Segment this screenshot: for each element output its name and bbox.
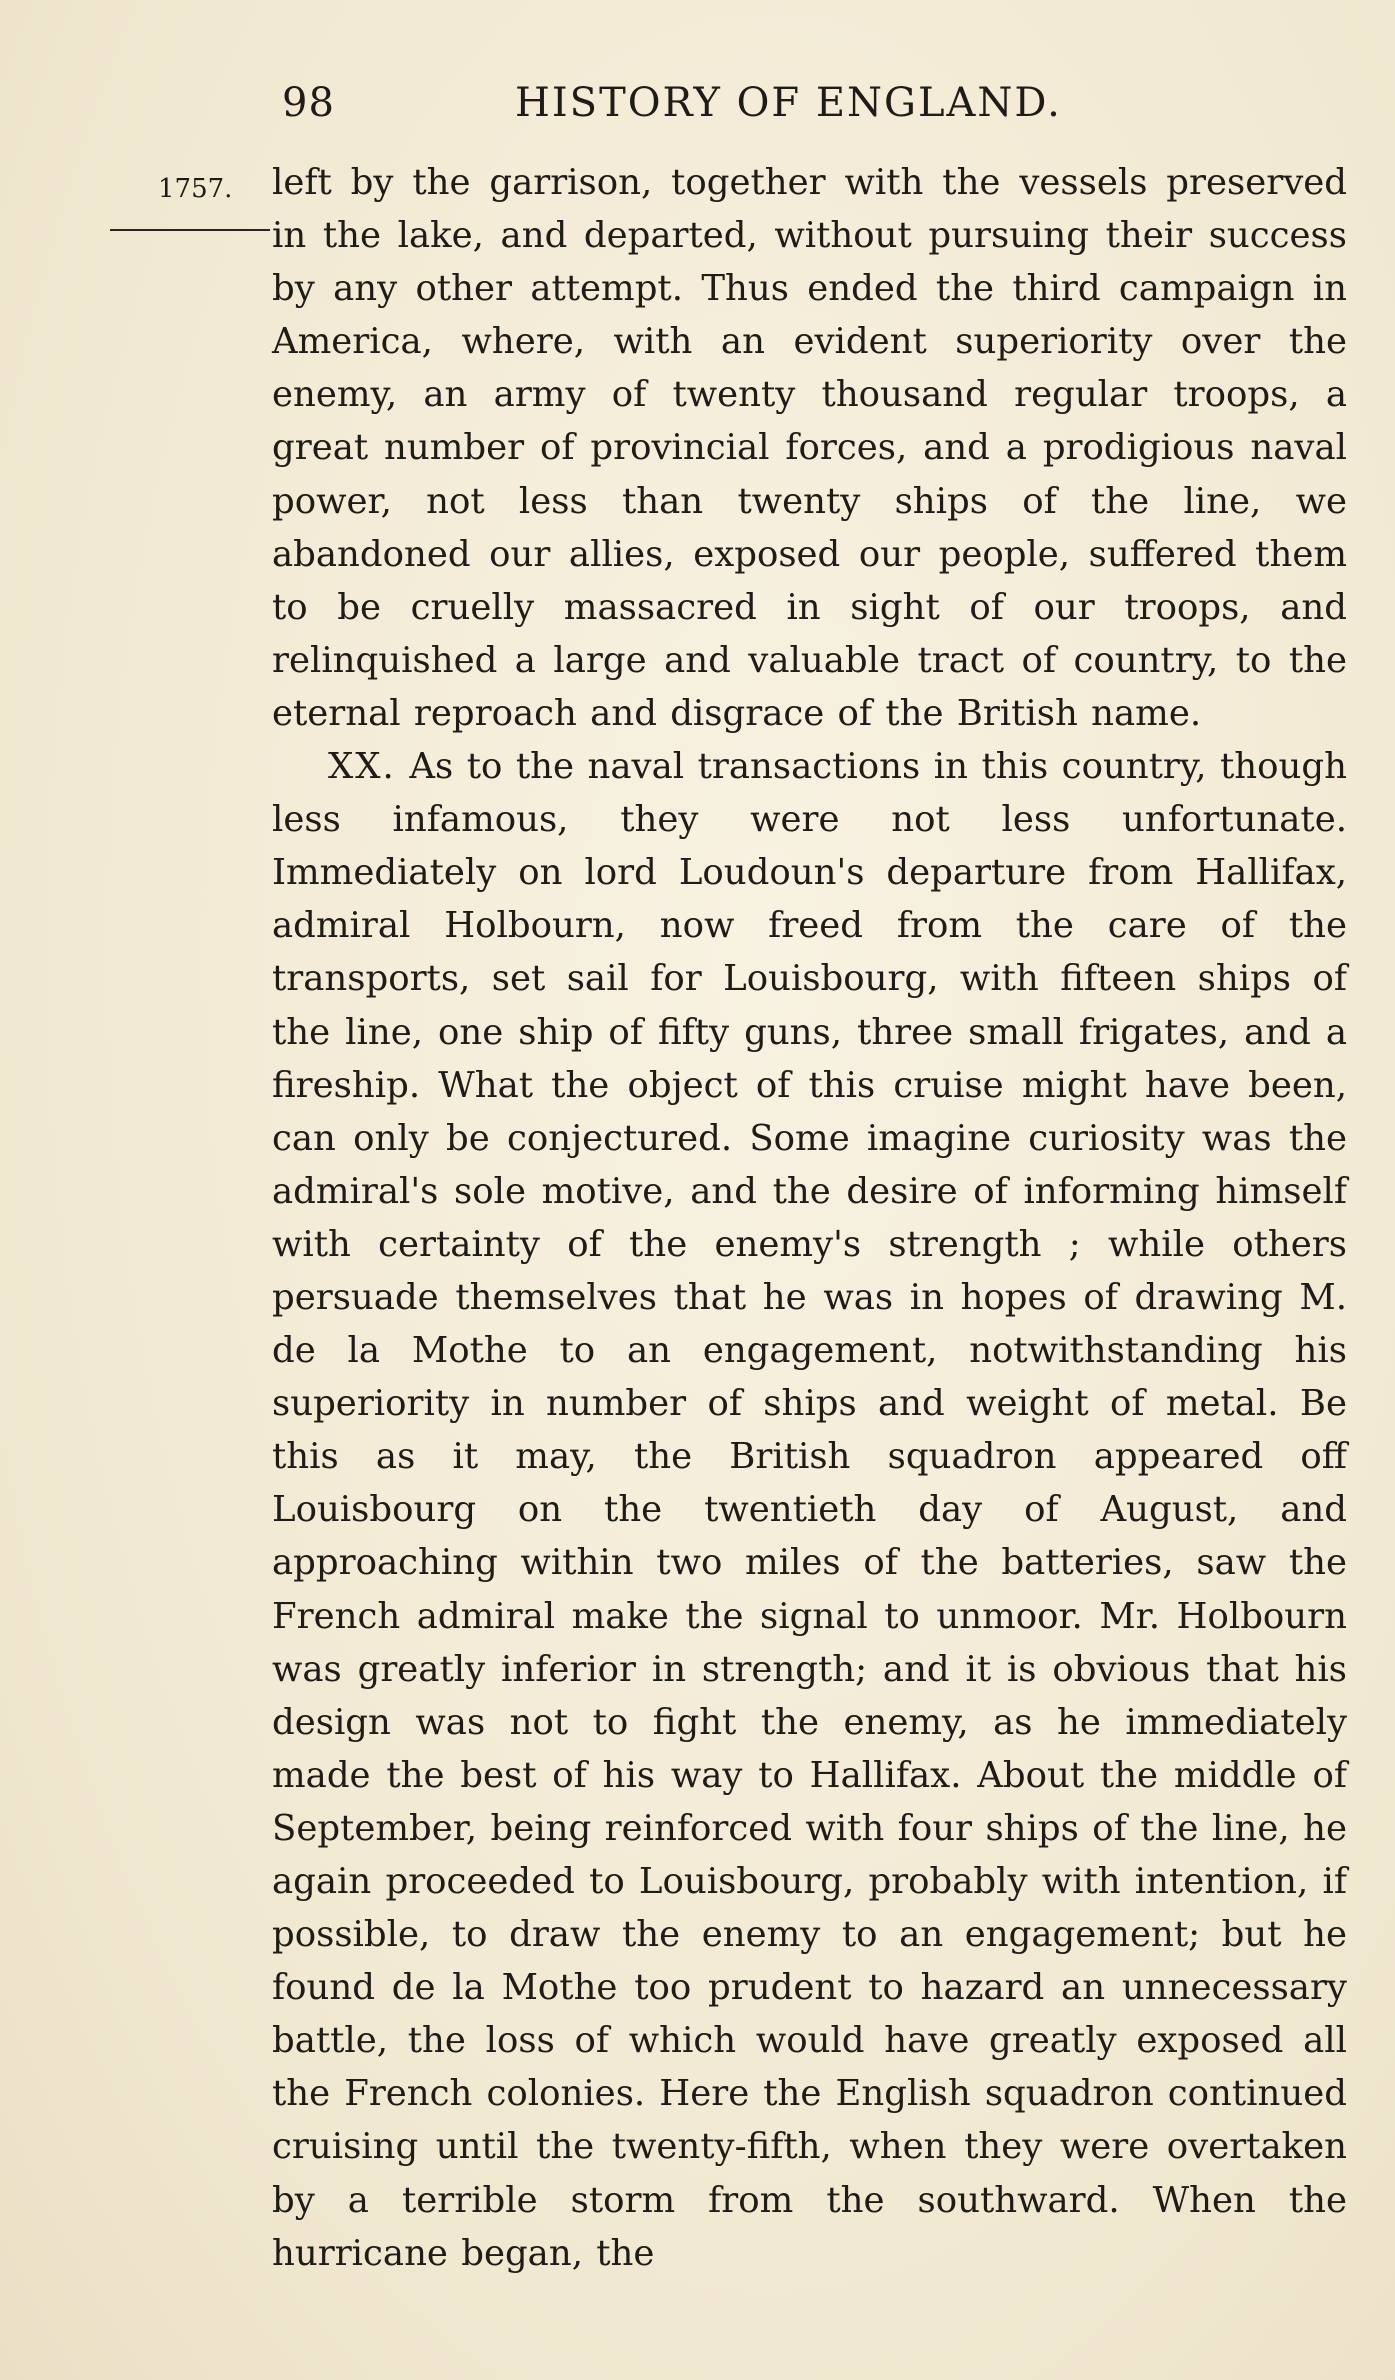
paragraph-1: left by the garrison, together with the vessels preserved in the lake, and departed, without pursuing their success by any other attempt. Thus ended the third campaign in America, where, with an evident superiority over the enemy, an army of twenty thousand regular troops, a great number of provincial forces, and a prodigious naval power, not less than twenty ships of the line, we abandoned our allies, exposed our people, suffered them to be cruelly massacred in sight of our troops, and relinquished a large and valuable tract of country, to the eternal reproach and disgrace of the British name. — [272, 162, 1347, 734]
section-label: XX. — [328, 746, 396, 788]
page-number: 98 — [282, 80, 335, 126]
running-title: HISTORY OF ENGLAND. — [515, 80, 1062, 126]
paragraph-2 — [272, 740, 1347, 2280]
margin-year: 1757. — [158, 174, 233, 204]
margin-rule — [110, 229, 270, 231]
page-header — [270, 80, 1170, 140]
paragraph-2-text: As to the naval transactions in this country, though less infamous, they were not less unfortunate. Immediately on lord Loudoun's departure from Hallifax, admiral Holbourn, now freed from the care of the transports, set sail for Louisbourg, with fifteen ships of the line, one ship of fifty guns, three small frigates, and a fireship. What the object of this cruise might have been, can only be conjectured. Some imagine curiosity was the admiral's sole motive, and the desire of informing himself with certainty of the enemy's strength ; while others persuade themselves that he was in hopes of drawing M. de la Mothe to an engagement, notwithstanding his superiority in number of ships and weight of metal. Be this as it may, the British squadron appeared off Louisbourg on the twentieth day of August, and approaching within two miles of the batteries, saw the French admiral make the signal to unmoor. Mr. Holbourn was greatly inferior in strength; and it is obvious that his design was not to fight the enemy, as he immediately made the best of his way to Hallifax. About the middle of September, being reinforced with four ships of the line, he again proceeded to Louisbourg, probably with intention, if possible, to draw the enemy to an engagement; but he found de la Mothe too prudent to hazard an unnecessary battle, the loss of which would have greatly exposed all the French colonies. Here the English squadron continued cruising until the twenty-fifth, when they were overtaken by a terrible storm from the southward. When the hurricane began, the — [272, 746, 1347, 2274]
body-text — [272, 156, 1347, 2280]
